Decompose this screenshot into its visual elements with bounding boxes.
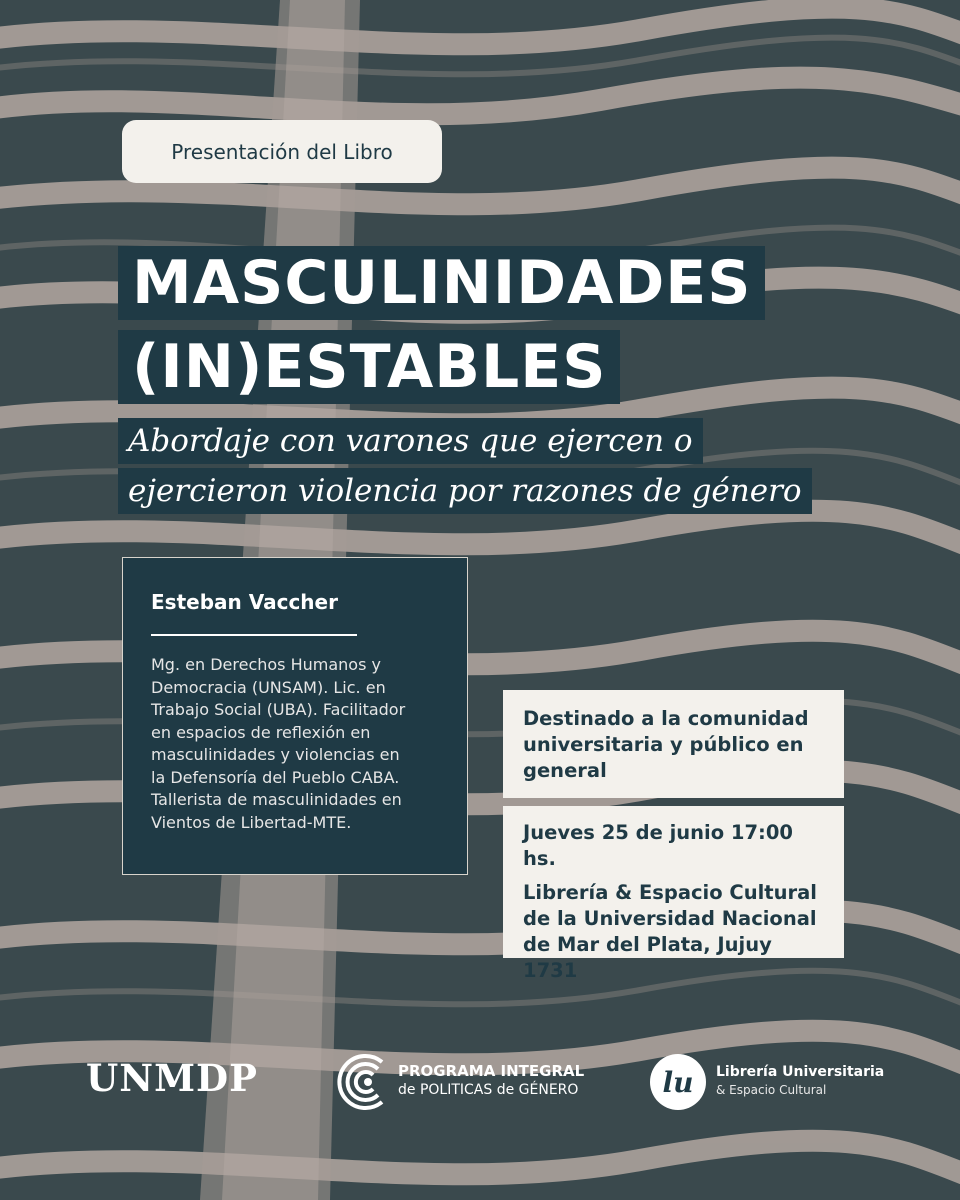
program-name-line-1: PROGRAMA INTEGRAL [398,1062,585,1080]
library-subname: & Espacio Cultural [716,1083,827,1097]
subtitle-line-2: ejercieron violencia por razones de género [118,468,812,514]
event-details-box [503,806,844,982]
event-date: Jueves 25 de junio 17:00 hs. [523,821,793,870]
bio-line: Democracia (UNSAM). Lic. en [151,677,386,697]
concentric-circles-logo-icon [336,1052,392,1112]
title-line-2: (IN)ESTABLES [118,330,620,404]
bio-line: Tallerista de masculinidades en [151,790,402,809]
venue-line: de la Universidad Nacional [523,907,817,930]
speaker-card [122,557,468,875]
bio-line: masculinidades y violencias en [151,745,400,764]
title-line-1: MASCULINIDADES [118,246,765,320]
speaker-name: Esteban Vaccher [151,590,338,614]
event-venue [523,880,826,984]
speaker-divider [151,634,357,636]
venue-line: de Mar del Plata, Jujuy 1731 [523,933,772,982]
subtitle-line-1: Abordaje con varones que ejercen o [118,418,703,464]
library-name: Librería Universitaria [716,1064,885,1080]
bio-line: Trabajo Social (UBA). Facilitador [151,700,406,719]
bio-line: la Defensoría del Pueblo CABA. [151,767,400,787]
audience-line: general [523,759,607,782]
program-name-line-2: de POLITICAS de GÉNERO [398,1082,579,1098]
audience-line: Destinado a la comunidad [523,707,809,730]
unmdp-logo: UNMDP [86,1056,258,1100]
bio-line: Vientos de Libertad-MTE. [151,812,352,832]
programa-politicas-genero-logo [336,1052,606,1116]
libreria-mark-icon: lu [650,1054,706,1110]
audience-box [503,690,844,798]
libreria-universitaria-logo [650,1052,910,1116]
bio-line: Mg. en Derechos Humanos y [151,655,381,674]
book-presentation-badge: Presentación del Libro [122,120,442,183]
speaker-bio [151,654,451,834]
bio-line: en espacios de reflexión en [151,722,371,742]
audience-line: universitaria y público en [523,733,804,756]
venue-line: Librería & Espacio Cultural [523,881,817,904]
